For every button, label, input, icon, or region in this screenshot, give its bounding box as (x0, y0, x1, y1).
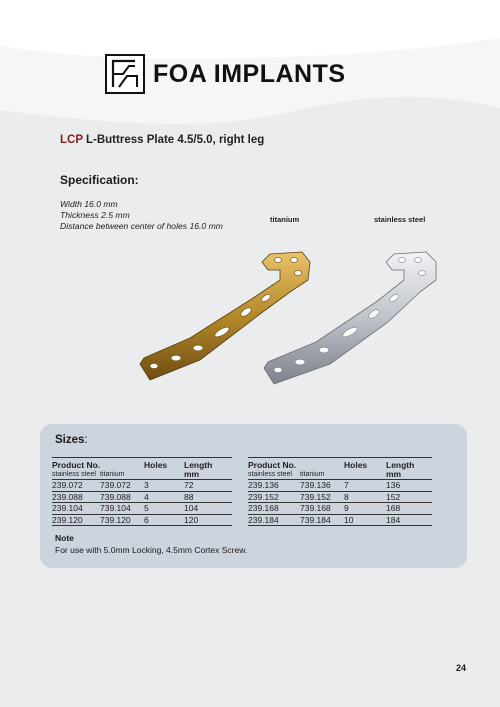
note-text: For use with 5.0mm Locking, 4.5mm Cortex Screw. (55, 545, 248, 555)
logo-mark-icon (105, 54, 145, 94)
cell-length: 88 (184, 491, 232, 503)
cell-ti: 739.104 (100, 503, 144, 515)
sizes-heading (55, 434, 88, 446)
table-header-row (52, 458, 232, 471)
cell-ss: 239.168 (248, 503, 300, 515)
table-row (52, 491, 232, 503)
subheader-length-unit: mm (184, 470, 232, 480)
product-title (60, 134, 264, 146)
cell-holes: 8 (344, 491, 386, 503)
cell-ss: 239.072 (52, 480, 100, 492)
subheader-stainless: stainless steel (248, 470, 300, 480)
cell-holes: 3 (144, 480, 184, 492)
table-row (248, 503, 432, 515)
cell-holes: 10 (344, 514, 386, 526)
cell-length: 136 (386, 480, 432, 492)
page-number: 24 (456, 663, 467, 673)
table-row (52, 503, 232, 515)
subheader-empty (144, 470, 184, 480)
product-name: L-Buttress Plate 4.5/5.0, right leg (86, 134, 265, 146)
header-product: Product No. (52, 458, 144, 471)
specification-heading: Specification: (60, 173, 139, 187)
sizes-heading-colon: : (84, 434, 88, 446)
material-label-stainless: stainless steel (374, 215, 426, 224)
brand-name: FOA IMPLANTS (153, 59, 346, 88)
cell-length: 120 (184, 514, 232, 526)
table-row (248, 480, 432, 492)
cell-ss: 239.088 (52, 491, 100, 503)
header-holes: Holes (144, 458, 184, 471)
header-product: Product No. (248, 458, 344, 471)
cell-length: 104 (184, 503, 232, 515)
cell-ti: 739.120 (100, 514, 144, 526)
table-header-row (248, 458, 432, 471)
subheader-stainless: stainless steel (52, 470, 100, 480)
cell-holes: 4 (144, 491, 184, 503)
cell-length: 168 (386, 503, 432, 515)
cell-holes: 9 (344, 503, 386, 515)
subheader-titanium: titanium (300, 470, 344, 480)
spec-thickness: Thickness 2.5 mm (60, 210, 130, 220)
brand-logo (105, 53, 346, 95)
header-holes: Holes (344, 458, 386, 471)
header-length: Length (184, 458, 232, 471)
cell-ti: 739.152 (300, 491, 344, 503)
spec-width: Width 16.0 mm (60, 199, 118, 209)
cell-ss: 239.136 (248, 480, 300, 492)
cell-length: 72 (184, 480, 232, 492)
cell-holes: 6 (144, 514, 184, 526)
table-row (52, 514, 232, 526)
sizes-table-right (248, 457, 432, 526)
cell-length: 184 (386, 514, 432, 526)
table-row (248, 514, 432, 526)
plate-illustration (130, 240, 450, 400)
cell-ti: 739.072 (100, 480, 144, 492)
cell-ti: 739.088 (100, 491, 144, 503)
sizes-heading-text: Sizes (55, 434, 85, 446)
cell-holes: 5 (144, 503, 184, 515)
spec-hole-distance: Distance between center of holes 16.0 mm (60, 221, 223, 231)
cell-ss: 239.152 (248, 491, 300, 503)
material-label-titanium: titanium (270, 215, 300, 224)
table-row (52, 480, 232, 492)
cell-length: 152 (386, 491, 432, 503)
table-subheader-row (52, 470, 232, 480)
table-row (248, 491, 432, 503)
note-heading: Note (55, 533, 74, 543)
specification-list (60, 199, 223, 232)
table-subheader-row (248, 470, 432, 480)
cell-ti: 739.168 (300, 503, 344, 515)
subheader-empty (344, 470, 386, 480)
cell-ss: 239.184 (248, 514, 300, 526)
cell-ti: 739.136 (300, 480, 344, 492)
cell-holes: 7 (344, 480, 386, 492)
product-prefix: LCP (60, 134, 83, 146)
cell-ss: 239.120 (52, 514, 100, 526)
subheader-titanium: titanium (100, 470, 144, 480)
cell-ti: 739.184 (300, 514, 344, 526)
subheader-length-unit: mm (386, 470, 432, 480)
header-length: Length (386, 458, 432, 471)
sizes-table-left (52, 457, 232, 526)
cell-ss: 239.104 (52, 503, 100, 515)
